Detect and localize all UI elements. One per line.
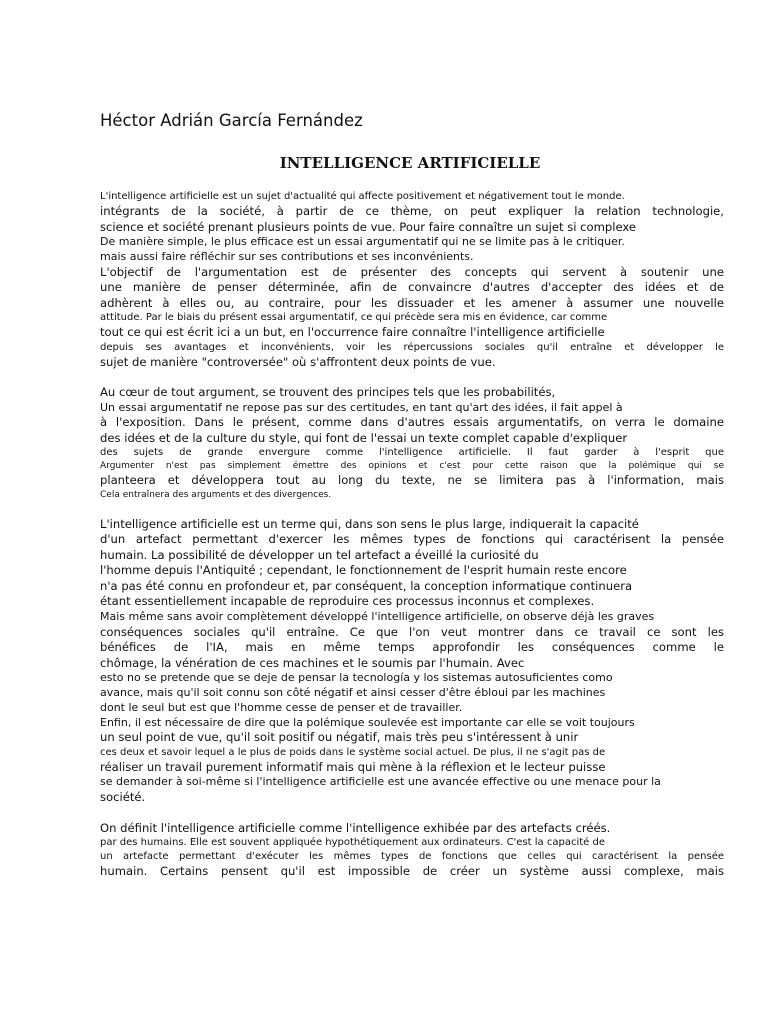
text-line: conséquences sociales qu'il entraîne. Ce que l'on veut montrer dans ce travail ce sont les	[100, 624, 724, 639]
text-line: L'intelligence artificielle est un terme qui, dans son sens le plus large, indiquerait la capacité	[100, 516, 639, 531]
text-line: sujet de manière "controversée" où s'affrontent deux points de vue.	[100, 354, 496, 369]
text-line: tout ce qui est écrit ici a un but, en l'occurrence faire connaître l'intelligence artificielle	[100, 325, 605, 340]
text-line: Cela entraînera des arguments et des divergences.	[100, 489, 332, 500]
text-line: l'homme depuis l'Antiquité ; cependant, le fonctionnement de l'esprit humain reste encore	[100, 563, 627, 578]
text-line: Enfin, il est nécessaire de dire que la polémique soulevée est importante car elle se voit toujours	[100, 715, 635, 729]
text-line: une manière de penser déterminée, afin de convaincre d'autres d'accepter des idées et de	[100, 280, 724, 295]
text-line: par des humains. Elle est souvent appliquée hypothétiquement aux ordinateurs. C'est la capacité de	[100, 837, 605, 849]
text-line: humain. La possibilité de développer un tel artefact a éveillé la curiosité du	[100, 547, 539, 562]
text-line: bénéfices de l'IA, mais en même temps approfondir les conséquences comme le	[100, 640, 724, 655]
paragraph-gap	[100, 370, 724, 385]
text-line: des idées et de la culture du style, qui font de l'essai un texte complet capable d'expliquer	[100, 430, 628, 445]
text-line: attitude. Par le biais du présent essai argumentatif, ce qui précède sera mis en évidence, car comme	[100, 312, 608, 324]
text-line: planteera et développera tout au long du texte, ne se limitera pas à l'information, mais	[100, 473, 724, 488]
text-line: Un essai argumentatif ne repose pas sur des certitudes, en tant qu'art des idées, il fait appel à	[100, 400, 623, 414]
text-line: Au cœur de tout argument, se trouvent des principes tels que les probabilités,	[100, 385, 556, 400]
paragraph-gap	[100, 806, 724, 821]
text-line: Argumenter n'est pas simplement émettre des opinions et c'est pour cette raison que la polémique qui se	[100, 461, 724, 472]
text-line: mais aussi faire réfléchir sur ses contributions et ses inconvénients.	[100, 249, 474, 263]
text-line: dont le seul but est que l'homme cesse de penser et de travailler.	[100, 700, 463, 714]
text-line: un artefacte permettant d'exécuter les mêmes types de fonctions que celles qui caractérisent la pensée	[100, 851, 724, 863]
text-line: ces deux et savoir lequel a le plus de poids dans le système social actuel. De plus, il ne s'agit pas de	[100, 746, 606, 758]
text-line: réaliser un travail purement informatif mais qui mène à la réflexion et le lecteur puisse	[100, 759, 606, 774]
text-line: Mais même sans avoir complètement développé l'intelligence artificielle, on observe déjà les graves	[100, 609, 655, 623]
body-text	[100, 190, 724, 880]
text-line: science et société prenant plusieurs points de vue. Pour faire connaître un sujet si complexe	[100, 219, 637, 234]
text-line: société.	[100, 790, 146, 805]
text-line: adhèrent à elles ou, au contraire, pour les dissuader et les amener à assumer une nouvelle	[100, 295, 724, 310]
text-line: se demander à soi-même si l'intelligence artificielle est une avancée effective ou une menace pour la	[100, 775, 661, 789]
text-line: un seul point de vue, qu'il soit positif ou négatif, mais très peu s'intéressent à unir	[100, 730, 579, 745]
text-line: intégrants de la société, à partir de ce thème, on peut expliquer la relation technologie,	[100, 204, 724, 218]
text-line: De manière simple, le plus efficace est un essai argumentatif qui ne se limite pas à le critiquer.	[100, 235, 625, 248]
text-line: étant essentiellement incapable de reproduire ces processus inconnus et complexes.	[100, 594, 595, 609]
text-line: depuis ses avantages et inconvénients, voir les répercussions sociales qu'il entraîne et développer le	[100, 341, 724, 353]
text-line: On définit l'intelligence artificielle comme l'intelligence exhibée par des artefacts créés.	[100, 820, 611, 835]
text-line: L'intelligence artificielle est un sujet d'actualité qui affecte positivement et négativement tout le monde.	[100, 191, 625, 202]
author-name: Héctor Adrián García Fernández	[100, 111, 363, 130]
text-line: à l'exposition. Dans le présent, comme dans d'autres essais argumentatifs, on verra le domaine	[100, 415, 724, 430]
text-line: L'objectif de l'argumentation est de présenter des concepts qui servent à soutenir une	[100, 264, 724, 279]
text-line: n'a pas été connu en profondeur et, par conséquent, la conception informatique continuera	[100, 578, 633, 593]
text-line: chômage, la vénération de ces machines et le soumis par l'humain. Avec	[100, 655, 525, 670]
text-line: des sujets de grande envergure comme l'intelligence artificielle. Il faut garder à l'esprit que	[100, 447, 724, 459]
document-title: INTELLIGENCE ARTIFICIELLE	[279, 154, 541, 172]
paragraph-gap	[100, 502, 724, 517]
text-line: humain. Certains pensent qu'il est impossible de créer un système aussi complexe, mais	[100, 864, 724, 879]
text-line: esto no se pretende que se deje de pensar la tecnología y los sistemas autosuficientes como	[100, 671, 613, 685]
text-line: avance, mais qu'il soit connu son côté négatif et ainsi cesser d'être ébloui par les machines	[100, 685, 606, 699]
text-line: d'un artefact permettant d'exercer les mêmes types de fonctions qui caractérisent la pensée	[100, 532, 724, 547]
